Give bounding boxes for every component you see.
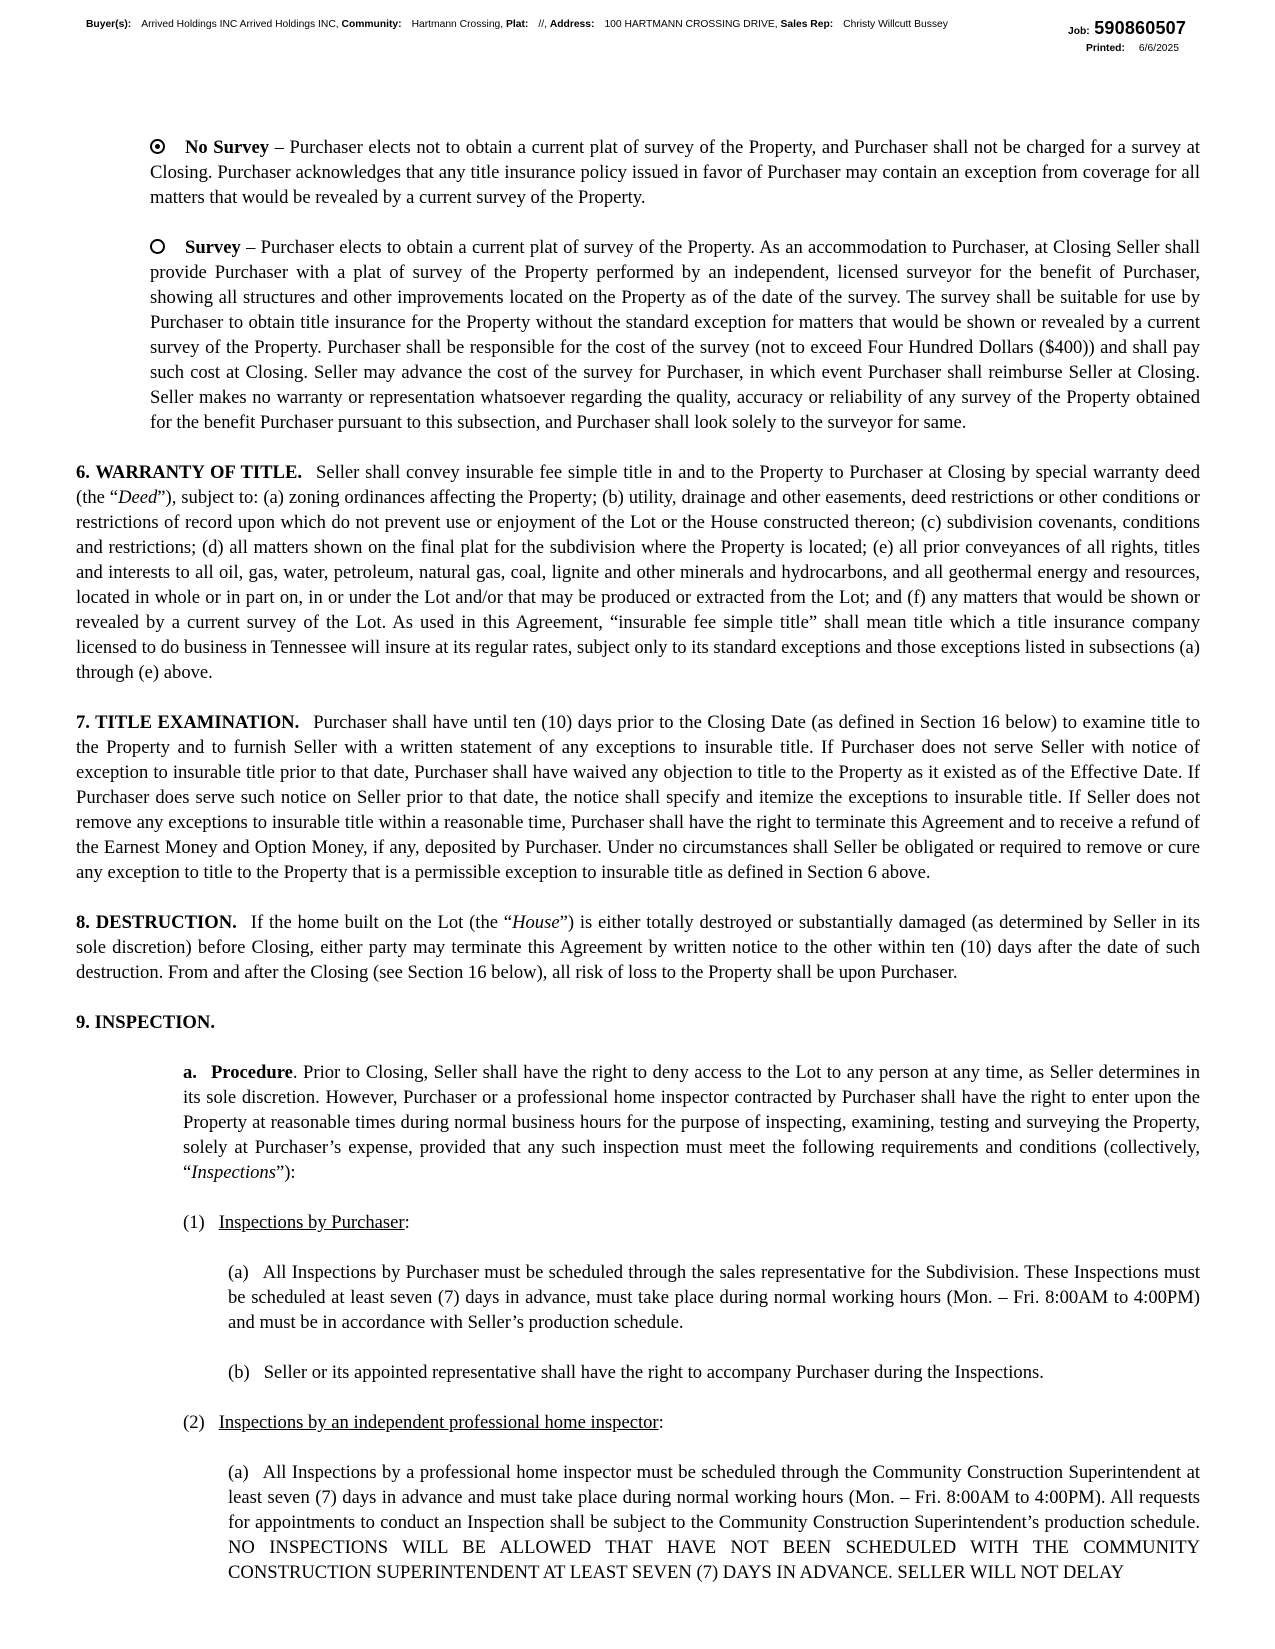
buyer-label: Buyer(s):: [86, 19, 132, 30]
section-8: [76, 910, 1200, 985]
item-1-title: Inspections by Purchaser: [218, 1212, 405, 1233]
survey-text: – Purchaser elects to obtain a current plat of survey of the Property. As an accommodation to Purchaser, at Closing Seller shall provide Purchaser with a plat of survey of the Property performed by an independent, licensed surveyor for the benefit of Purchaser, showing all structures and other improvements located on the Property as of the date of the survey. The survey shall be suitable for use by Purchaser to obtain title insurance for the Property without the standard exception for matters that would be shown or revealed by a current survey of the Property. Purchaser shall be responsible for the cost of the survey (not to exceed Four Hundred Dollars ($400)) and shall pay such cost at Closing. Seller may advance the cost of the survey for Purchaser, in which event Purchaser shall reimburse Seller at Closing. Seller makes no warranty or representation whatsoever regarding the quality, accuracy or reliability of any survey of the Property obtained for the benefit Purchaser pursuant to this subsection, and Purchaser shall look solely to the surveyor for same.: [150, 237, 1200, 433]
item-1b-text: Seller or its appointed representative shall have the right to accompany Purchaser during the Inspections.: [263, 1362, 1044, 1383]
section-9-heading-para: [76, 1010, 1200, 1035]
no-survey-text: – Purchaser elects not to obtain a current plat of survey of the Property, and Purchaser shall not be charged for a survey at Closing. Purchaser acknowledges that any title insurance policy issued in favor of Purchaser may contain an exception from coverage for all matters that would be revealed by a current survey of the Property.: [150, 137, 1201, 208]
procedure-text-b: ”):: [275, 1162, 296, 1183]
sales-rep-label: Sales Rep:: [780, 19, 834, 30]
address-label: Address:: [549, 19, 595, 30]
section-7-text: Purchaser shall have until ten (10) days prior to the Closing Date (as defined in Section 16 below) to examine title to the Property and to furnish Seller with a written statement of any exceptions to insurable title. If Purchaser does not serve Seller with notice of exception to insurable title prior to that date, Purchaser shall have waived any objection to title to the Property as it existed as of the Effective Date. If Purchaser does serve such notice on Seller prior to that date, the notice shall specify and itemize the exceptions to insurable title. If Seller does not remove any exceptions to insurable title within a reasonable time, Purchaser shall have the right to terminate this Agreement and to receive a refund of the Earnest Money and Option Money, if any, deposited by Purchaser. Under no circumstances shall Seller be obligated or required to remove or cure any exception to title to the Property that is a permissible exception to insurable title as defined in Section 6 above.: [76, 712, 1200, 883]
section-9-heading: 9. INSPECTION.: [76, 1012, 215, 1033]
item-1b-number: (b): [228, 1362, 250, 1383]
item-2a-text: All Inspections by a professional home inspector must be scheduled through the Community Construction Superintendent at least seven (7) days in advance and must take place during normal working hours (Mon. – Fri. 8:00AM to 4:00PM). All requests for appointments to conduct an Inspection shall be subject to the Community Construction Superintendent’s production schedule. NO INSPECTIONS WILL BE ALLOWED THAT HAVE NOT BEEN SCHEDULED WITH THE COMMUNITY CONSTRUCTION SUPERINTENDENT AT LEAST SEVEN (7) DAYS IN ADVANCE. SELLER WILL NOT DELAY: [228, 1462, 1200, 1583]
document-body: [76, 135, 1200, 1610]
procedure-term: Inspections: [191, 1162, 276, 1183]
item-1a: [76, 1260, 1200, 1335]
job-label: Job:: [1068, 26, 1090, 37]
item-2a: [76, 1460, 1200, 1585]
procedure-paragraph: [76, 1060, 1200, 1185]
procedure-text-a: . Prior to Closing, Seller shall have the right to deny access to the Lot to any person at any time, as Seller determines in its sole discretion. However, Purchaser or a professional home inspector contracted by Purchaser shall have the right to enter upon the Property at reasonable times during normal business hours for the purpose of inspecting, examining, testing and surveying the Property, solely at Purchaser’s expense, provided that any such inspection must meet the following requirements and conditions (collectively, “: [183, 1062, 1200, 1183]
item-2: (2) Inspections by an independent professional home inspector:: [183, 1412, 664, 1433]
item-2-number: (2): [183, 1412, 205, 1433]
survey-radio[interactable]: [150, 239, 165, 254]
plat-value: //,: [538, 19, 547, 30]
section-7-heading: 7. TITLE EXAMINATION.: [76, 712, 300, 733]
section-6-text-b: ”), subject to: (a) zoning ordinances affecting the Property; (b) utility, drainage and other easements, deed restrictions or other conditions or restrictions of record upon which do not prevent use or enjoyment of the Lot or the House constructed thereon; (c) subdivision covenants, conditions and restrictions; (d) all matters shown on the final plat for the subdivision where the Property is located; (e) all prior conveyances of all rights, titles and interests to all oil, gas, water, petroleum, natural gas, coal, lignite and other minerals and hydrocarbons, and all geothermal energy and resources, located in whole or in part on, in or under the Lot and/or that may be produced or extracted from the Lot; and (f) any matters that would be shown or revealed by a current survey of the Lot. As used in this Agreement, “insurable fee simple title” shall mean title which a title insurance company licensed to do business in Tennessee will insure at its regular rates, subject only to its standard exceptions and those exceptions listed in subsections (a) through (e) above.: [76, 487, 1200, 683]
survey-title: Survey: [185, 237, 241, 258]
section-7: [76, 710, 1200, 885]
survey-option: [150, 235, 1200, 435]
section-8-text-b: ”) is either totally destroyed or substantially damaged (as determined by Seller in its sole discretion) before Closing, either party may terminate this Agreement by written notice to the other within ten (10) days after the date of such destruction. From and after the Closing (see Section 16 below), all risk of loss to the Property shall be upon Purchaser.: [76, 912, 1200, 983]
job-number: 590860507: [1094, 18, 1187, 38]
section-6-heading: 6. WARRANTY OF TITLE.: [76, 462, 302, 483]
section-6: [76, 460, 1200, 685]
address-value: 100 HARTMANN CROSSING DRIVE,: [604, 19, 778, 30]
printed-block: [1086, 43, 1179, 54]
no-survey-option: [150, 135, 1200, 210]
item-1a-text: All Inspections by Purchaser must be scheduled through the sales representative for the Subdivision. These Inspections must be scheduled at least seven (7) days in advance, must take place during normal working hours (Mon. – Fri. 8:00AM to 4:00PM) and must be in accordance with Seller’s production schedule.: [228, 1262, 1200, 1333]
no-survey-radio[interactable]: [150, 139, 165, 154]
community-value: Hartmann Crossing,: [411, 19, 504, 30]
item-1: (1) Inspections by Purchaser:: [183, 1212, 410, 1233]
section-8-term: House: [512, 912, 560, 933]
item-1a-number: (a): [228, 1262, 249, 1283]
printed-date: 6/6/2025: [1138, 43, 1179, 54]
community-label: Community:: [341, 19, 402, 30]
buyer-value: Arrived Holdings INC Arrived Holdings INC,: [141, 19, 339, 30]
document-header: [86, 18, 1186, 32]
sales-rep-value: Christy Willcutt Bussey: [843, 19, 948, 30]
printed-label: Printed:: [1086, 43, 1125, 54]
no-survey-title: No Survey: [185, 137, 270, 158]
procedure-title: Procedure: [210, 1062, 293, 1083]
plat-label: Plat:: [506, 19, 529, 30]
section-8-text-a: If the home built on the Lot (the “: [250, 912, 513, 933]
job-block: [1068, 17, 1186, 43]
section-6-text-a: Seller shall convey insurable fee simple title in and to the Property to Purchaser at Closing by special warranty deed (the “: [76, 462, 1200, 508]
item-1-number: (1): [183, 1212, 205, 1233]
item-2a-number: (a): [228, 1462, 249, 1483]
item-1b: [76, 1360, 1200, 1385]
section-8-heading: 8. DESTRUCTION.: [76, 912, 237, 933]
procedure-label: a.: [183, 1062, 197, 1083]
section-6-term: Deed: [118, 487, 158, 508]
item-2-title: Inspections by an independent professional home inspector: [218, 1412, 659, 1433]
